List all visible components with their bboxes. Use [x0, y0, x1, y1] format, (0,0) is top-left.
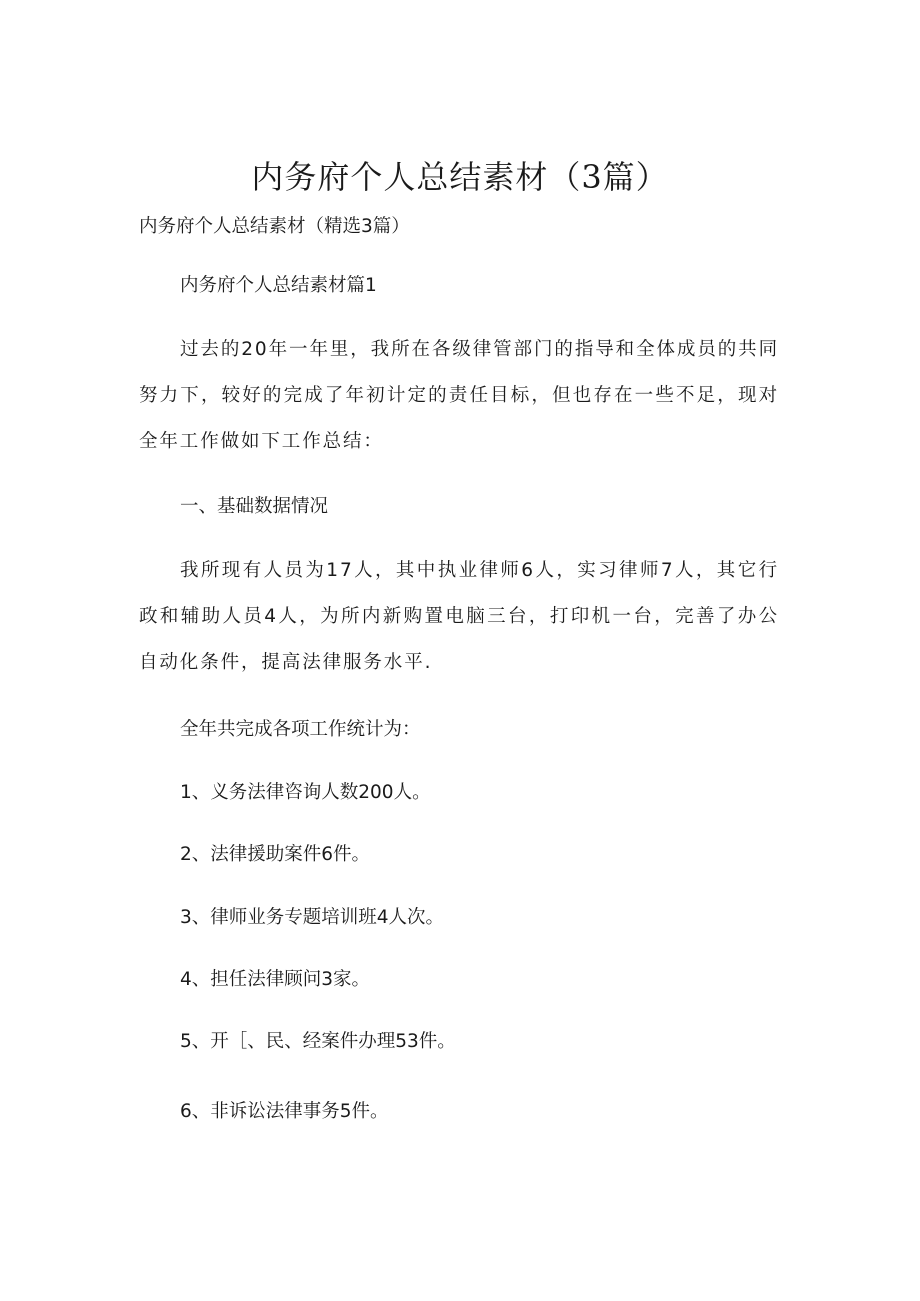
stats-intro: 全年共完成各项工作统计为：: [180, 719, 421, 740]
document-title: 内务府个人总结素材（3篇）: [251, 158, 669, 196]
section-heading: 内务府个人总结素材篇1: [180, 275, 377, 296]
intro-paragraph: 过去的20年一年里，我所在各级律管部门的指导和全体成员的共同努力下，较好的完成了年初计定的责任目标，但也存在一些不足，现对全年工作做如下工作总结：: [139, 339, 779, 452]
list-item: 2、法律援助案件6件。: [180, 844, 371, 865]
subheading-basic-data: 一、基础数据情况: [180, 496, 329, 517]
list-item: 1、义务法律咨询人数200人。: [180, 782, 431, 803]
staff-paragraph: 我所现有人员为17人，其中执业律师6人，实习律师7人，其它行政和辅助人员4人，为所内新购置电脑三台，打印机一台，完善了办公自动化条件，提高法律服务水平.: [139, 560, 779, 673]
list-item: 3、律师业务专题培训班4人次。: [180, 907, 445, 928]
list-item: 4、担任法律顾问3家。: [180, 969, 371, 990]
list-item: 5、开［、民、经案件办理53件。: [180, 1031, 456, 1052]
document-subtitle: 内务府个人总结素材（精选3篇）: [139, 216, 410, 237]
list-item: 6、非诉讼法律事务5件。: [180, 1101, 389, 1122]
